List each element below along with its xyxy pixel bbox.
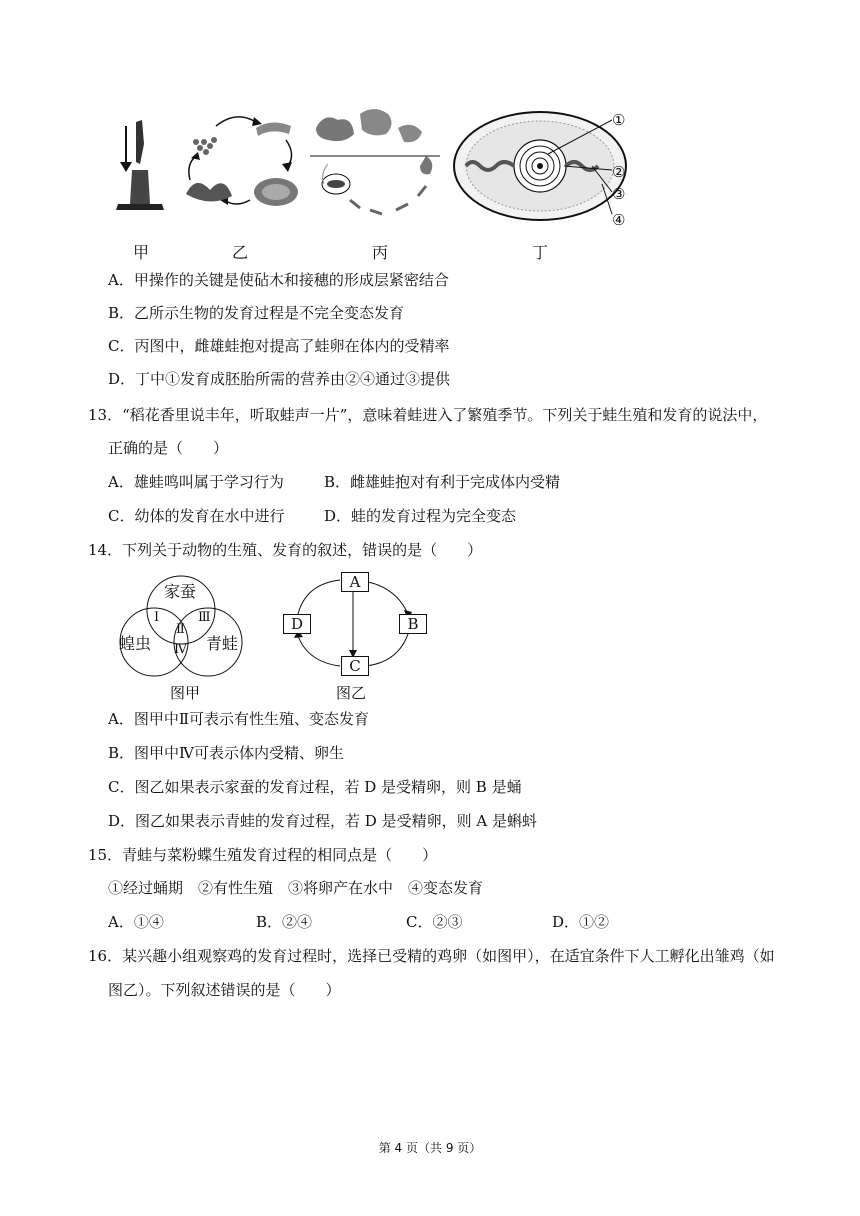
silkworm-cycle-figure [176,104,306,219]
q12-option-b: B．乙所示生物的发育过程是不完全变态发育 [108,304,405,322]
q15-option-a: A．①④ [108,913,164,931]
q14-option-a: A．图甲中Ⅱ可表示有性生殖、变态发育 [108,710,370,728]
q14-option-d: D．图乙如果表示青蛙的发育过程，若 D 是受精卵，则 A 是蝌蚪 [108,812,537,830]
fig-label-bing: 丙 [372,243,389,262]
cycle-node-c: C [341,656,369,676]
q13-option-c: C．幼体的发育在水中进行 [108,507,285,525]
frog-cycle-figure [308,104,448,224]
venn-caption: 图甲 [170,684,201,702]
q13-option-a: A．雄蛙鸣叫属于学习行为 [108,473,284,491]
cycle-node-b: B [399,614,427,634]
fig-label-jia: 甲 [133,243,150,262]
q12-option-a: A．甲操作的关键是使砧木和接穗的形成层紧密结合 [108,271,449,289]
page-footer: 第 4 页（共 9 页） [378,1141,482,1155]
q16-stem-line1: 16．某兴趣小组观察鸡的发育过程时，选择已受精的鸡卵（如图甲），在适宜条件下人工孵化出雏鸡（如 [88,947,775,965]
q15-items: ①经过蛹期 ②有性生殖 ③将卵产在水中 ④变态发育 [108,879,484,897]
q14-option-b: B．图甲中Ⅳ可表示体内受精、卵生 [108,744,345,762]
q13-stem-line2: 正确的是（ ） [108,439,229,457]
q13-option-b: B．雌雄蛙抱对有利于完成体内受精 [324,473,561,491]
venn-region-2: Ⅱ [176,622,185,637]
grafting-figure [106,104,170,219]
egg-marker-2: ② [612,163,626,181]
egg-marker-1: ① [612,111,626,129]
q14-option-c: C．图乙如果表示家蚕的发育过程，若 D 是受精卵，则 B 是蛹 [108,778,522,796]
q15-option-b: B．②④ [256,913,313,931]
fig-label-ding: 丁 [532,243,549,262]
q13-option-d: D．蛙的发育过程为完全变态 [324,507,517,525]
venn-label-locust: 蝗虫 [119,634,152,653]
q16-stem-line2: 图乙）。下列叙述错误的是（ ） [108,981,341,999]
venn-region-4: Ⅳ [174,642,187,657]
cycle-node-d: D [283,614,311,634]
venn-region-1: Ⅰ [154,610,160,625]
venn-label-silkworm: 家蚕 [164,582,197,601]
q15-stem: 15．青蛙与菜粉蝶生殖发育过程的相同点是（ ） [88,846,438,864]
q14-stem: 14．下列关于动物的生殖、发育的叙述，错误的是（ ） [88,541,483,559]
q12-option-c: C．丙图中，雌雄蛙抱对提高了蛙卵在体内的受精率 [108,337,450,355]
fig-label-yi: 乙 [232,243,249,262]
egg-marker-3: ③ [612,185,626,203]
q15-option-d: D．①② [552,913,610,931]
cycle-caption: 图乙 [336,684,367,702]
q12-option-d: D．丁中①发育成胚胎所需的营养由②④通过③提供 [108,370,451,388]
cycle-node-a: A [341,572,369,592]
venn-label-frog: 青蛙 [206,634,239,653]
venn-region-3: Ⅲ [198,610,211,625]
egg-marker-4: ④ [612,211,626,229]
q12-figure-row [100,104,740,254]
q13-stem-line1: 13．“稻花香里说丰年，听取蛙声一片”，意味着蛙进入了繁殖季节。下列关于蛙生殖和发育的说法中， [88,406,768,424]
q15-option-c: C．②③ [406,913,463,931]
